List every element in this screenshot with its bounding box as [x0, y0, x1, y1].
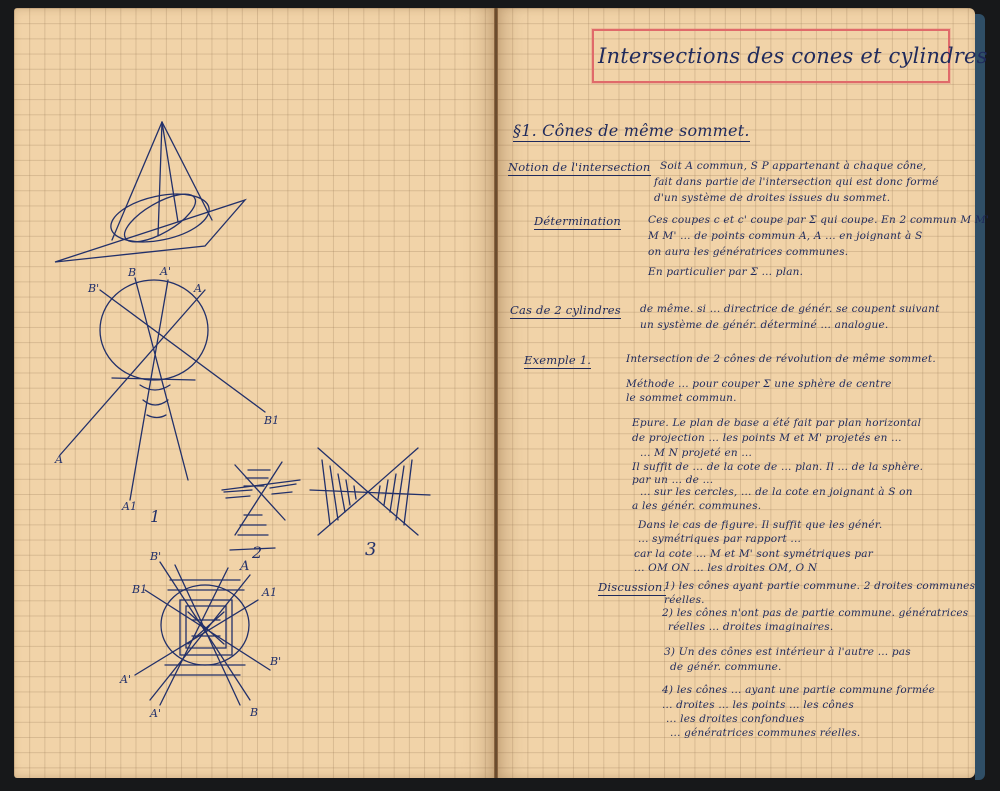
- entry-line: réelles ... droites imaginaires.: [668, 621, 834, 633]
- cone-sketch: [55, 122, 245, 262]
- entry-line: ... les droites confondues: [666, 713, 805, 725]
- entry-line: 4) les cônes ... ayant une partie commune formée: [662, 684, 936, 696]
- entry-line: 3) Un des cônes est intérieur à l'autre ... pas: [664, 646, 911, 658]
- entry-line: ... symétriques par rapport ...: [638, 533, 802, 545]
- figure-2-sketch: [222, 462, 300, 562]
- entry-label-notion: Notion de l'intersection: [508, 160, 651, 174]
- entry-label-discussion: Discussion.: [598, 580, 667, 594]
- entry-line: de même. si ... directrice de génér. se coupent suivant: [640, 303, 940, 315]
- entry-line: Intersection de 2 cônes de révolution de même sommet.: [626, 353, 936, 365]
- figure-4-sketch: [119, 550, 281, 720]
- figure-3-sketch: [310, 448, 430, 560]
- entry-line: de génér. commune.: [670, 661, 782, 673]
- entry-label-exemple: Exemple 1.: [524, 353, 592, 367]
- figure-number-2: 2: [252, 543, 263, 562]
- fig4-label-a: A: [240, 559, 250, 574]
- label-a-prime: A': [160, 265, 171, 278]
- entry-line: fait dans partie de l'intersection qui est donc formé: [654, 176, 939, 188]
- entry-line: le sommet commun.: [626, 392, 737, 404]
- fig4-label-b: B: [250, 706, 259, 719]
- fig4-label-a1: A1: [262, 586, 277, 599]
- label-b-prime: B': [88, 282, 100, 295]
- entry-line: Dans le cas de figure. Il suffit que les génér.: [638, 519, 883, 531]
- fig4-label-a-prime-2: A': [150, 707, 161, 720]
- fig4-label-b1: B1: [132, 583, 148, 596]
- label-a: A: [194, 282, 202, 295]
- figure-number-1: 1: [150, 507, 161, 526]
- entry-line: car la cote ... M et M' sont symétriques par: [634, 548, 873, 560]
- entry-line: a les génér. communes.: [632, 500, 762, 512]
- label-a-lower: A: [55, 453, 63, 466]
- fig4-label-b-prime-2: B': [270, 655, 282, 668]
- label-a1: A1: [122, 500, 137, 513]
- entry-line: réelles.: [664, 594, 705, 606]
- entry-line: 1) les cônes ayant partie commune. 2 droites communes: [664, 580, 976, 592]
- entry-label-determination: Détermination: [534, 214, 622, 228]
- entry-line: ... génératrices communes réelles.: [670, 727, 861, 739]
- entry-line: ... M N projeté en ...: [640, 447, 752, 459]
- entry-line: ... OM ON ... les droites OM, O N: [634, 562, 818, 574]
- entry-line: M M' ... de points commun A, A ... en joignant à S: [648, 230, 923, 242]
- entry-line: Il suffit de ... de la cote de ... plan. Il ... de la sphère.: [632, 461, 924, 473]
- entry-line: ... droites ... les points ... les cônes: [662, 699, 854, 711]
- entry-label-cylindres: Cas de 2 cylindres: [510, 303, 621, 317]
- entry-line: En particulier par Σ ... plan.: [648, 266, 804, 278]
- section-heading: §1. Cônes de même sommet.: [513, 121, 750, 140]
- entry-line: Ces coupes c et c' coupe par Σ qui coupe. En 2 commun M M': [648, 214, 989, 226]
- entry-line: de projection ... les points M et M' projetés en ...: [632, 432, 902, 444]
- label-b1: B1: [264, 414, 280, 427]
- entry-line: on aura les génératrices communes.: [648, 246, 849, 258]
- entry-line: d'un système de droites issues du sommet.: [654, 192, 891, 204]
- entry-line: 2) les cônes n'ont pas de partie commune. génératrices: [662, 607, 969, 619]
- fig4-label-a-prime: A': [120, 673, 131, 686]
- entry-line: Epure. Le plan de base a été fait par plan horizontal: [632, 417, 922, 429]
- page-title: Intersections des cones et cylindres: [598, 44, 988, 68]
- label-b: B: [128, 266, 137, 279]
- figure-number-3: 3: [365, 539, 377, 560]
- entry-line: Méthode ... pour couper Σ une sphère de centre: [626, 378, 892, 390]
- entry-line: un système de génér. déterminé ... analogue.: [640, 319, 889, 331]
- entry-line: Soit A commun, S P appartenant à chaque cône,: [660, 160, 927, 172]
- entry-line: ... sur les cercles, ... de la cote en joignant à S on: [640, 486, 913, 498]
- fig4-label-b-prime: B': [150, 550, 162, 563]
- entry-line: par un ... de ...: [632, 474, 714, 486]
